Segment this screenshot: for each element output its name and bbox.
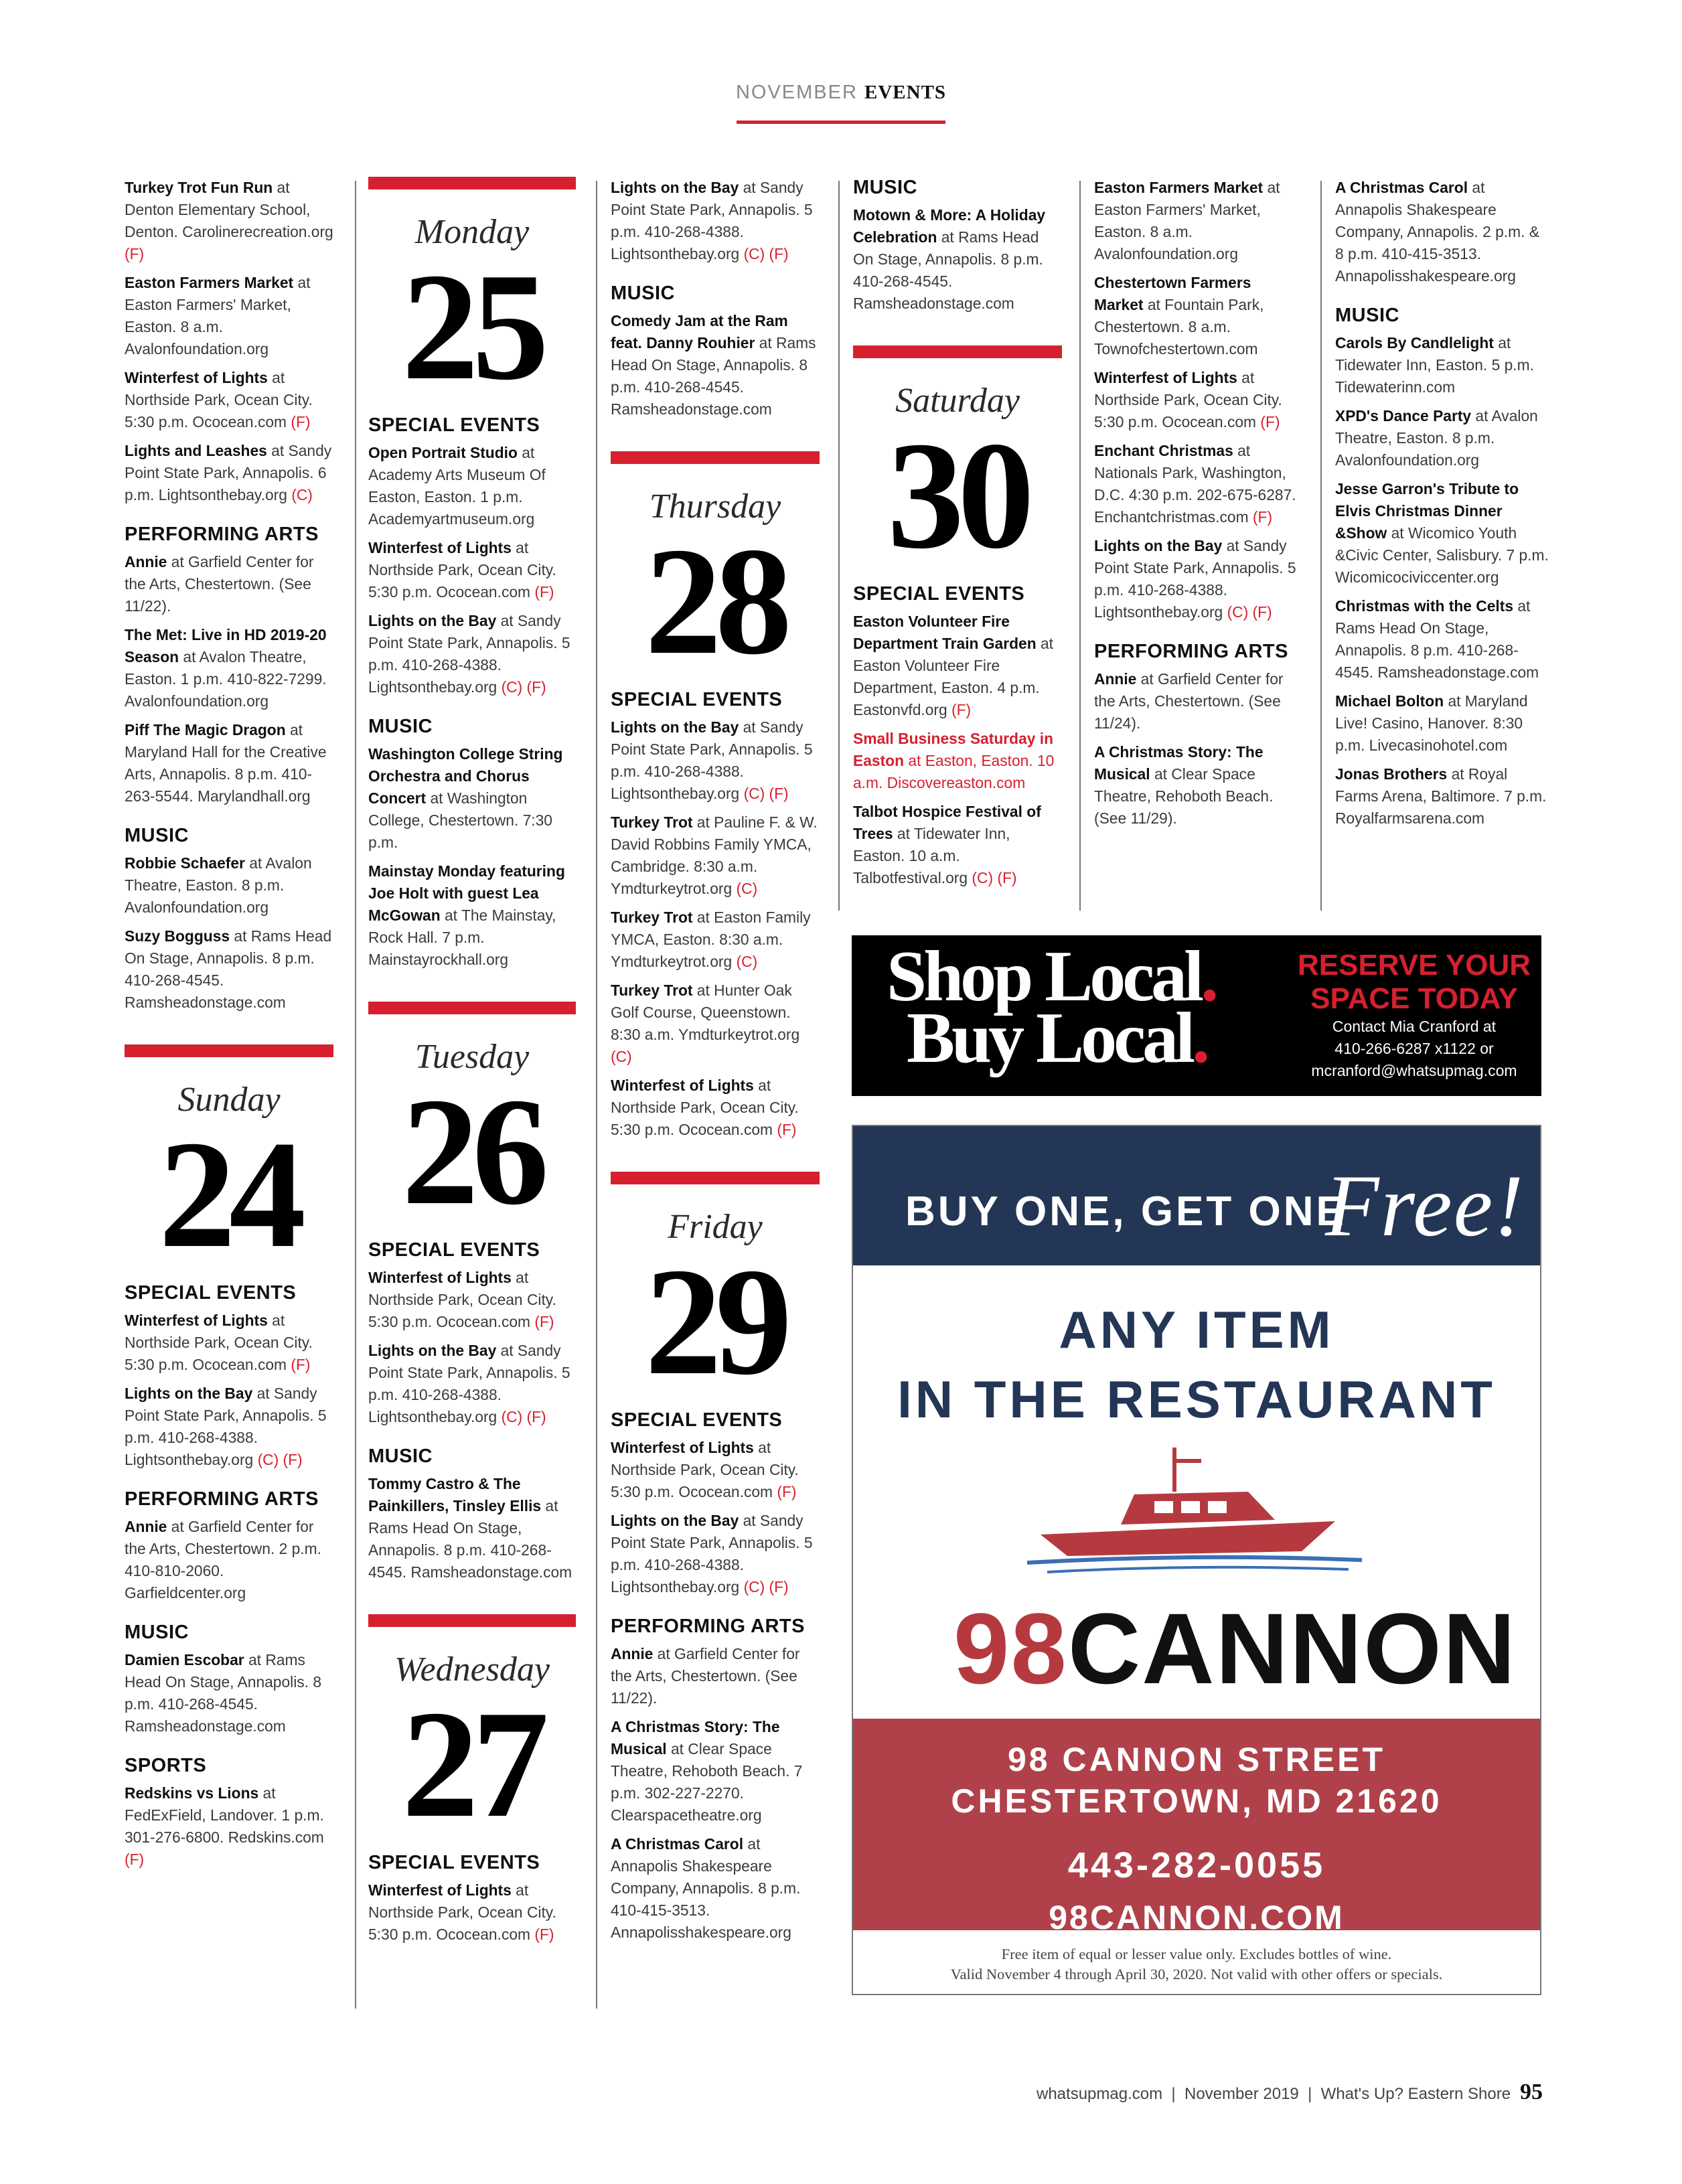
event-item — [1335, 763, 1549, 830]
event-tag: (F) — [534, 583, 554, 601]
event-name: Easton Volunteer Fire Department Train Garden — [853, 613, 1037, 652]
day-block — [368, 1614, 576, 1849]
event-tag: (C) (F) — [501, 1408, 546, 1425]
event-item — [125, 1649, 333, 1737]
event-details: at Northside Park, Ocean City. 5:30 p.m. Ococean.com — [1094, 369, 1282, 431]
column-6 — [1335, 177, 1549, 836]
event-name: Jesse Garron's Tribute to Elvis Christmas Dinner &Show — [1335, 480, 1519, 542]
event-item — [368, 1267, 576, 1333]
event-details: at Clear Space Theatre, Rehoboth Beach. (See 11/29). — [1094, 765, 1274, 827]
category-heading: SPECIAL EVENTS — [125, 1282, 297, 1304]
category-heading: PERFORMING ARTS — [125, 524, 319, 545]
event-details: at Northside Park, Ocean City. 5:30 p.m. Ococean.com — [125, 1312, 313, 1373]
category-heading: PERFORMING ARTS — [125, 1488, 319, 1510]
event-name: Small Business Saturday in Easton — [853, 730, 1053, 769]
event-tag: (F) — [125, 245, 145, 262]
event-details: at Avalon Theatre, Easton. 8 p.m. Avalonfoundation.org — [125, 854, 312, 916]
boat-icon — [1020, 1434, 1369, 1581]
event-details: at Northside Park, Ocean City. 5:30 p.m. Ococean.com — [125, 369, 313, 431]
fine-print — [853, 1944, 1540, 1984]
event-name: Lights on the Bay — [611, 1512, 739, 1529]
event-name: Turkey Trot — [611, 909, 693, 926]
event-tag: (F) — [951, 701, 972, 718]
fine-line: Free item of equal or lesser value only. Excludes bottles of wine. — [1001, 1946, 1392, 1962]
event-name: Piff The Magic Dragon — [125, 721, 286, 738]
header-month: NOVEMBER — [735, 82, 858, 103]
event-details: at Northside Park, Ocean City. 5:30 p.m. Ococean.com — [611, 1439, 799, 1500]
day-bar — [611, 451, 820, 464]
event-details: at Garfield Center for the Arts, Chestertown. 2 p.m. 410-810-2060. Garfieldcenter.org — [125, 1518, 321, 1602]
day-number: 28 — [645, 516, 785, 686]
event-tag: (C) — [611, 1048, 632, 1065]
event-item-highlight — [853, 728, 1062, 794]
event-name: Robbie Schaefer — [125, 854, 245, 872]
event-tag: (C) — [291, 486, 313, 503]
event-item — [368, 743, 576, 854]
event-tag: (C) (F) — [972, 869, 1017, 886]
category-heading: MUSIC — [125, 825, 189, 846]
event-item — [611, 1833, 820, 1944]
logo-number: 98 — [953, 1592, 1068, 1705]
day-bar — [125, 1044, 333, 1057]
category-heading: SPECIAL EVENTS — [368, 414, 540, 436]
day-number: 30 — [887, 410, 1028, 580]
event-details: at Tidewater Inn, Easton. 5 p.m. Tidewaterinn.com — [1335, 334, 1534, 396]
event-item — [125, 624, 333, 712]
event-name: Lights on the Bay — [1094, 537, 1223, 554]
event-name: Lights on the Bay — [368, 612, 497, 629]
contact-line: 410-266-6287 x1122 or — [1334, 1040, 1494, 1057]
event-name: Comedy Jam at the Ram feat. Danny Rouhier — [611, 312, 788, 352]
event-details: at Garfield Center for the Arts, Chestertown. (See 11/24). — [1094, 670, 1284, 732]
event-details: at Maryland Live! Casino, Hanover. 8:30 p.m. Livecasinohotel.com — [1335, 692, 1528, 754]
column-4 — [853, 177, 1062, 896]
event-details: at Rams Head On Stage, Annapolis. 8 p.m. 410-268-4545. Ramsheadonstage.com — [611, 334, 816, 418]
event-name: Mainstay Monday featuring Joe Holt with guest Lea McGowan — [368, 862, 565, 924]
event-name: Winterfest of Lights — [1094, 369, 1237, 386]
event-details: at Northside Park, Ocean City. 5:30 p.m. Ococean.com — [368, 1269, 556, 1330]
event-item — [611, 1643, 820, 1709]
event-details: at Sandy Point State Park, Annapolis. 5 p.m. 410-268-4388. Lightsonthebay.org — [368, 612, 570, 696]
event-item — [368, 442, 576, 530]
offer-line: IN THE RESTAURANT — [897, 1370, 1496, 1429]
category-heading: PERFORMING ARTS — [611, 1616, 805, 1637]
event-item — [125, 719, 333, 807]
event-name: Annie — [1094, 670, 1137, 688]
event-item — [611, 1716, 820, 1826]
event-item — [1335, 332, 1549, 398]
event-details: at The Mainstay, Rock Hall. 7 p.m. Mainstayrockhall.org — [368, 907, 556, 968]
event-item — [1094, 440, 1303, 528]
event-name: Turkey Trot — [611, 982, 693, 999]
event-tag: (C) — [736, 953, 758, 970]
event-name: Christmas with the Celts — [1335, 597, 1514, 615]
day-number: 29 — [645, 1236, 785, 1407]
event-name: Winterfest of Lights — [368, 1269, 512, 1286]
shop-local-ad[interactable] — [852, 935, 1541, 1096]
event-name: A Christmas Carol — [611, 1835, 744, 1853]
bogo-banner — [853, 1126, 1540, 1265]
day-number: 26 — [402, 1066, 542, 1237]
day-block — [853, 345, 1062, 580]
event-details: at Denton Elementary School, Denton. Carolinerecreation.org — [125, 179, 333, 240]
event-name: Annie — [611, 1645, 654, 1662]
event-name: Enchant Christmas — [1094, 442, 1233, 459]
event-item — [1094, 535, 1303, 623]
website-link[interactable]: 98CANNON.COM — [1049, 1899, 1345, 1936]
event-tag: (F) — [1252, 508, 1273, 526]
event-name: Lights on the Bay — [368, 1342, 497, 1359]
event-item — [1335, 405, 1549, 471]
event-details: at Sandy Point State Park, Annapolis. 5 p.m. 410-268-4388. Lightsonthebay.org — [611, 1512, 813, 1595]
event-item — [611, 1510, 820, 1598]
event-item — [611, 177, 820, 265]
event-list — [125, 177, 333, 506]
event-details: at Clear Space Theatre, Rehoboth Beach. 7 p.m. 302-227-2270. Clearspacetheatre.org — [611, 1740, 803, 1824]
event-name: Washington College String Orchestra and Chorus Concert — [368, 745, 563, 807]
event-name: Lights on the Bay — [611, 718, 739, 736]
event-item — [1094, 367, 1303, 433]
day-name: Wednesday — [394, 1650, 550, 1689]
event-tag: (F) — [777, 1121, 797, 1138]
event-name: Open Portrait Studio — [368, 444, 518, 461]
cannon-logo — [953, 1592, 1517, 1705]
event-tag: (F) — [291, 413, 311, 431]
event-item — [853, 801, 1062, 889]
event-tag: (F) — [534, 1313, 554, 1330]
day-number: 27 — [402, 1679, 542, 1849]
event-details: at Rams Head On Stage, Annapolis. 8 p.m. 410-268-4545. Ramsheadonstage.com — [853, 228, 1043, 312]
event-name: Winterfest of Lights — [368, 539, 512, 556]
offer-line: ANY ITEM — [1059, 1300, 1334, 1359]
event-tag: (C) (F) — [1227, 603, 1272, 621]
day-name: Tuesday — [414, 1038, 530, 1076]
event-details: at Rams Head On Stage, Annapolis. 8 p.m. 410-268-4545. Ramsheadonstage.com — [125, 1651, 322, 1735]
event-list — [368, 743, 576, 971]
event-item — [1335, 177, 1549, 287]
event-item — [1335, 595, 1549, 684]
event-name: Talbot Hospice Festival of Trees — [853, 803, 1041, 842]
event-tag: (F) — [777, 1483, 797, 1500]
event-name: Lights on the Bay — [125, 1385, 253, 1402]
phone-number[interactable]: 443-282-0055 — [1067, 1845, 1326, 1885]
event-details: at Easton Family YMCA, Easton. 8:30 a.m. Ymdturkeytrot.org — [611, 909, 811, 970]
event-tag: (C) — [736, 880, 758, 897]
event-item — [125, 852, 333, 919]
event-list — [125, 551, 333, 807]
event-tag: (C) (F) — [257, 1451, 303, 1468]
event-details: at Royal Farms Arena, Baltimore. 7 p.m. Royalfarmsarena.com — [1335, 765, 1547, 827]
event-item — [125, 1782, 333, 1871]
event-name: Annie — [125, 553, 167, 570]
event-details: at Rams Head On Stage, Annapolis. 8 p.m. 410-268-4545. Ramsheadonstage.com — [125, 927, 332, 1011]
event-details: at Avalon Theatre, Easton. 8 p.m. Avalonfoundation.org — [1335, 407, 1538, 469]
event-name: Easton Farmers Market — [125, 274, 294, 291]
event-item — [1094, 177, 1303, 265]
day-block — [368, 1002, 576, 1237]
day-bar — [368, 1002, 576, 1014]
event-list — [611, 1437, 820, 1598]
address-band — [853, 1719, 1540, 1936]
event-name: Lights on the Bay — [611, 179, 739, 196]
day-bar — [611, 1172, 820, 1184]
event-list — [1335, 332, 1549, 830]
event-details: at Easton Farmers' Market, Easton. 8 a.m. Avalonfoundation.org — [125, 274, 311, 358]
event-item — [611, 980, 820, 1068]
event-item — [611, 716, 820, 805]
reserve-heading: RESERVE YOUR SPACE TODAY — [1297, 949, 1531, 1015]
category-heading: SPECIAL EVENTS — [368, 1852, 540, 1873]
event-name: The Met: Live in HD 2019-20 Season — [125, 626, 327, 666]
event-details: at Fountain Park, Chestertown. 8 a.m. Townofchestertown.com — [1094, 296, 1264, 358]
event-tag: (F) — [534, 1926, 554, 1943]
event-tag: (F) — [291, 1356, 311, 1373]
shop-line1: Shop Local — [887, 937, 1201, 1016]
free-script: Free! — [1325, 1156, 1525, 1255]
shop-local-wordmark: Shop Local. Buy Local. — [887, 937, 1216, 1078]
day-name: Saturday — [895, 382, 1020, 420]
day-block — [611, 1172, 820, 1407]
event-name: Chestertown Farmers Market — [1094, 274, 1251, 313]
event-name: Turkey Trot Fun Run — [125, 179, 273, 196]
event-list — [368, 1473, 576, 1583]
category-heading: SPECIAL EVENTS — [368, 1239, 540, 1261]
event-name: Easton Farmers Market — [1094, 179, 1264, 196]
column-divider — [596, 181, 597, 2009]
event-list — [853, 204, 1062, 315]
event-details: at Nationals Park, Washington, D.C. 4:30 p.m. 202-675-6287. Enchantchristmas.com — [1094, 442, 1296, 526]
event-details: at Sandy Point State Park, Annapolis. 5 p.m. 410-268-4388. Lightsonthebay.org — [368, 1342, 570, 1425]
event-list — [368, 1267, 576, 1428]
day-block — [368, 177, 576, 412]
event-name: Lights and Leashes — [125, 442, 267, 459]
event-name: A Christmas Carol — [1335, 179, 1468, 196]
address-line: 98 CANNON STREET — [1007, 1741, 1386, 1778]
event-name: Annie — [125, 1518, 167, 1535]
event-details: at Garfield Center for the Arts, Chestertown. (See 11/22). — [611, 1645, 800, 1707]
column-divider — [1320, 181, 1322, 911]
event-details: at Garfield Center for the Arts, Chestertown. (See 11/22). — [125, 553, 314, 615]
day-bar — [368, 1614, 576, 1627]
event-list — [1094, 668, 1303, 830]
event-item — [1094, 741, 1303, 830]
event-tag: (F) — [125, 1851, 145, 1868]
event-item — [368, 1879, 576, 1946]
event-item — [125, 367, 333, 433]
event-details: at Pauline F. & W. David Robbins Family YMCA, Cambridge. 8:30 a.m. Ymdturkeytrot.org — [611, 813, 818, 897]
event-item — [368, 860, 576, 971]
event-name: Jonas Brothers — [1335, 765, 1448, 783]
page-header — [0, 82, 1682, 104]
event-list — [125, 1310, 333, 1471]
event-item — [125, 1516, 333, 1604]
event-item — [611, 1437, 820, 1503]
event-name: Turkey Trot — [611, 813, 693, 831]
column-1 — [125, 177, 333, 1877]
contact-email[interactable]: mcranford@whatsupmag.com — [1311, 1062, 1517, 1079]
event-name: Winterfest of Lights — [125, 369, 268, 386]
bogo-text: BUY ONE, GET ONE — [905, 1188, 1347, 1235]
event-list — [611, 310, 820, 420]
column-divider — [1079, 181, 1081, 911]
category-heading: SPECIAL EVENTS — [611, 689, 783, 710]
page-number: 95 — [1520, 2080, 1543, 2104]
day-number: 24 — [159, 1109, 299, 1279]
event-item — [125, 440, 333, 506]
event-item — [611, 1075, 820, 1141]
event-details: at Sandy Point State Park, Annapolis. 5 p.m. 410-268-4388. Lightsonthebay.org — [1094, 537, 1296, 621]
event-details: at Northside Park, Ocean City. 5:30 p.m. Ococean.com — [368, 1881, 556, 1943]
event-list — [1335, 177, 1549, 287]
event-details: at Northside Park, Ocean City. 5:30 p.m. Ococean.com — [611, 1077, 799, 1138]
event-details: at Easton Farmers' Market, Easton. 8 a.m. Avalonfoundation.org — [1094, 179, 1280, 262]
event-item — [368, 1473, 576, 1583]
event-details: at Academy Arts Museum Of Easton, Easton. 1 p.m. Academyartmuseum.org — [368, 444, 546, 528]
event-item — [125, 1310, 333, 1376]
column-2 — [368, 177, 576, 1952]
column-divider — [355, 181, 356, 2009]
event-item — [368, 1340, 576, 1428]
event-list — [368, 442, 576, 698]
event-list — [125, 1516, 333, 1604]
event-item — [1335, 478, 1549, 589]
event-item — [1335, 690, 1549, 757]
event-list — [611, 1643, 820, 1944]
event-item — [1094, 668, 1303, 734]
event-item — [1094, 272, 1303, 360]
day-name: Thursday — [649, 487, 781, 526]
event-name: Damien Escobar — [125, 1651, 244, 1668]
event-item — [125, 1383, 333, 1471]
event-details: at Tidewater Inn, Easton. 10 a.m. Talbotfestival.org — [853, 825, 1010, 886]
category-heading: MUSIC — [368, 1446, 433, 1467]
event-name: XPD's Dance Party — [1335, 407, 1472, 424]
logo-name: CANNON — [1067, 1592, 1517, 1705]
event-details: at Easton Volunteer Fire Department, Easton. 4 p.m. Eastonvfd.org — [853, 635, 1053, 718]
column-divider — [838, 181, 840, 911]
column-5 — [1094, 177, 1303, 836]
event-name: Winterfest of Lights — [125, 1312, 268, 1329]
event-details: at Sandy Point State Park, Annapolis. 5 p.m. 410-268-4388. Lightsonthebay.org — [611, 718, 813, 802]
category-heading: MUSIC — [368, 716, 433, 737]
event-details: at Hunter Oak Golf Course, Queenstown. 8:30 a.m. Ymdturkeytrot.org — [611, 982, 800, 1043]
contact-line: Contact Mia Cranford at — [1332, 1018, 1497, 1035]
cannon-ad[interactable] — [852, 1125, 1541, 1995]
event-name: Motown & More: A Holiday Celebration — [853, 206, 1046, 246]
shop-line2: Buy Local — [907, 998, 1193, 1078]
header-label: EVENTS — [864, 82, 947, 103]
event-details: at Northside Park, Ocean City. 5:30 p.m. Ococean.com — [368, 539, 556, 601]
event-name: Michael Bolton — [1335, 692, 1444, 710]
event-name: Redskins vs Lions — [125, 1784, 259, 1802]
event-item — [853, 204, 1062, 315]
category-heading: SPECIAL EVENTS — [611, 1409, 783, 1431]
event-name: Winterfest of Lights — [611, 1077, 754, 1094]
event-item — [368, 537, 576, 603]
event-item — [125, 177, 333, 265]
category-heading: SPORTS — [125, 1755, 207, 1776]
event-item — [611, 310, 820, 420]
offer-text — [853, 1295, 1540, 1434]
event-list — [125, 1649, 333, 1737]
event-name: Winterfest of Lights — [368, 1881, 512, 1899]
page-footer — [1037, 2080, 1543, 2105]
day-number: 25 — [402, 241, 542, 412]
category-heading: MUSIC — [611, 283, 675, 304]
event-details: at Rams Head On Stage, Annapolis. 8 p.m. 410-268-4545. Ramsheadonstage.com — [368, 1497, 572, 1581]
event-tag: (F) — [1260, 413, 1280, 431]
event-item — [125, 551, 333, 617]
event-name: A Christmas Story: The Musical — [1094, 743, 1264, 783]
category-heading: PERFORMING ARTS — [1094, 641, 1288, 662]
day-bar — [853, 345, 1062, 358]
event-list — [368, 1879, 576, 1946]
event-tag: (C) (F) — [743, 1578, 789, 1595]
header-rule — [737, 121, 945, 124]
day-block — [125, 1044, 333, 1279]
event-item — [611, 907, 820, 973]
category-heading: MUSIC — [853, 177, 917, 198]
event-name: Tommy Castro & The Painkillers, Tinsley Ellis — [368, 1475, 542, 1514]
event-item — [853, 611, 1062, 721]
event-name: A Christmas Story: The Musical — [611, 1718, 780, 1758]
event-tag: (C) (F) — [501, 678, 546, 696]
event-details: at Sandy Point State Park, Annapolis. 5 p.m. 410-268-4388. Lightsonthebay.org — [611, 179, 813, 262]
event-name: Suzy Bogguss — [125, 927, 230, 945]
footer-text: whatsupmag.com | November 2019 | What's Up? Eastern Shore — [1037, 2085, 1511, 2103]
event-list — [611, 716, 820, 1141]
event-details: at Sandy Point State Park, Annapolis. 5 p.m. 410-268-4388. Lightsonthebay.org — [125, 1385, 327, 1468]
event-name: Carols By Candlelight — [1335, 334, 1494, 352]
event-name: Winterfest of Lights — [611, 1439, 754, 1456]
event-details: at Annapolis Shakespeare Company, Annapolis. 2 p.m. & 8 p.m. 410-415-3513. Annapolisshakespeare.org — [1335, 179, 1539, 285]
fine-line: Valid November 4 through April 30, 2020. Not valid with other offers or specials. — [950, 1966, 1443, 1982]
category-heading: MUSIC — [1335, 305, 1399, 326]
day-block — [611, 451, 820, 686]
event-tag: (C) (F) — [743, 245, 789, 262]
event-details: at Washington College, Chestertown. 7:30 p.m. — [368, 789, 552, 851]
event-item — [368, 610, 576, 698]
contact-info — [1294, 1016, 1535, 1082]
event-details: at FedExField, Landover. 1 p.m. 301-276-6800. Redskins.com — [125, 1784, 324, 1846]
event-details: at Rams Head On Stage, Annapolis. 8 p.m. 410-268-4545. Ramsheadonstage.com — [1335, 597, 1539, 681]
event-list — [125, 852, 333, 1014]
day-name: Friday — [668, 1208, 763, 1246]
category-heading: SPECIAL EVENTS — [853, 583, 1025, 605]
event-tag: (C) (F) — [743, 785, 789, 802]
event-item — [125, 272, 333, 360]
event-details: at Annapolis Shakespeare Company, Annapolis. 8 p.m. 410-415-3513. Annapolisshakespeare.org — [611, 1835, 801, 1941]
event-list — [611, 177, 820, 265]
event-item — [611, 811, 820, 900]
event-details: at Avalon Theatre, Easton. 1 p.m. 410-822-7299. Avalonfoundation.org — [125, 648, 327, 710]
event-details: at Maryland Hall for the Creative Arts, Annapolis. 8 p.m. 410-263-5544. Marylandhall.org — [125, 721, 327, 805]
day-bar — [368, 177, 576, 189]
event-item — [125, 925, 333, 1014]
column-3 — [611, 177, 820, 1950]
category-heading: MUSIC — [125, 1622, 189, 1643]
event-list — [125, 1782, 333, 1871]
event-list — [1094, 177, 1303, 623]
day-name: Sunday — [177, 1081, 281, 1119]
event-details: at Easton, Easton. 10 a.m. Discovereaston.com — [853, 752, 1055, 791]
event-details: at Sandy Point State Park, Annapolis. 6 p.m. Lightsonthebay.org — [125, 442, 332, 503]
address-line: CHESTERTOWN, MD 21620 — [951, 1782, 1442, 1820]
day-name: Monday — [414, 213, 530, 251]
event-details: at Wicomico Youth &Civic Center, Salisbury. 7 p.m. Wicomicociviccenter.org — [1335, 524, 1549, 586]
